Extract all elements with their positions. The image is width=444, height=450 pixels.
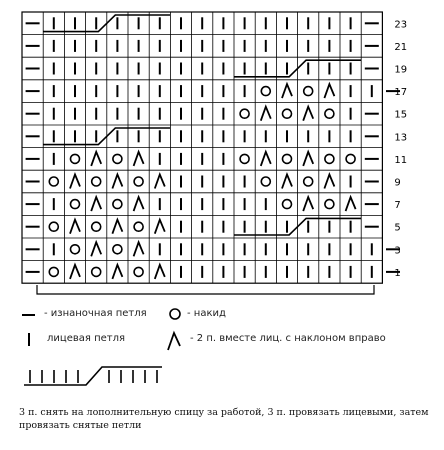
bottom-bracket — [37, 285, 374, 294]
k2tog-stitch — [324, 84, 334, 98]
yarn-over-stitch — [134, 177, 143, 186]
yarn-over-stitch — [71, 154, 80, 163]
k2tog-stitch — [282, 84, 292, 98]
k2tog-stitch — [155, 220, 165, 234]
k2tog-stitch — [261, 107, 271, 121]
yarn-over-stitch — [92, 267, 101, 276]
row-number: 5 — [394, 222, 401, 234]
yarn-over-stitch — [325, 109, 334, 118]
yarn-over-stitch — [71, 245, 80, 254]
row-number: 15 — [394, 109, 408, 121]
yarn-over-legend-icon — [170, 309, 180, 319]
k2tog-stitch — [112, 265, 122, 279]
knit-legend-label: лицевая петля — [47, 333, 125, 344]
k2tog-stitch — [303, 107, 313, 121]
k2tog-stitch — [346, 197, 356, 211]
yarn-over-stitch — [346, 154, 355, 163]
yarn-over-stitch — [134, 222, 143, 231]
k2tog-stitch — [134, 152, 144, 166]
row-number: 9 — [394, 177, 401, 189]
k2tog-stitch — [91, 152, 101, 166]
k2tog-stitch — [155, 265, 165, 279]
yarn-over-stitch — [92, 177, 101, 186]
k2tog-stitch — [70, 265, 80, 279]
yarn-over-stitch — [113, 200, 122, 209]
row-number: 7 — [394, 200, 401, 212]
purl-legend-label: - изнаночная петля — [44, 308, 147, 319]
cable-note: 3 п. снять на лополнительную спицу за работой, 3 п. провязать лицевыми, затем провязать снятые петли — [19, 407, 429, 431]
k2tog-stitch — [70, 175, 80, 189]
yarn-over-stitch — [71, 200, 80, 209]
row-number: 17 — [394, 87, 408, 99]
k2tog-stitch — [303, 152, 313, 166]
k2tog-stitch — [112, 220, 122, 234]
yarn-over-stitch — [325, 154, 334, 163]
yarn-over-stitch — [49, 222, 58, 231]
row-numbers — [394, 19, 407, 279]
yarn-over-stitch — [113, 245, 122, 254]
cable-legend-icon — [24, 367, 162, 385]
row-number: 13 — [394, 132, 408, 144]
k2tog-legend-icon — [168, 333, 180, 350]
yarn-over-stitch — [283, 154, 292, 163]
k2tog-stitch — [155, 175, 165, 189]
yarn-over-stitch — [283, 109, 292, 118]
row-number: 23 — [394, 19, 408, 31]
row-number: 19 — [394, 64, 408, 76]
row-number: 11 — [394, 154, 408, 166]
yarn-over-legend-label: - накид — [187, 308, 226, 319]
row-number: 21 — [394, 41, 408, 53]
k2tog-stitch — [112, 175, 122, 189]
row-number: 3 — [394, 245, 401, 257]
k2tog-stitch — [134, 197, 144, 211]
yarn-over-stitch — [113, 154, 122, 163]
yarn-over-stitch — [240, 109, 249, 118]
k2tog-stitch — [134, 242, 144, 256]
k2tog-stitch — [91, 242, 101, 256]
k2tog-stitch — [324, 175, 334, 189]
yarn-over-stitch — [304, 177, 313, 186]
yarn-over-stitch — [261, 87, 270, 96]
yarn-over-stitch — [325, 200, 334, 209]
k2tog-stitch — [303, 197, 313, 211]
yarn-over-stitch — [49, 267, 58, 276]
yarn-over-stitch — [240, 154, 249, 163]
chart-grid — [22, 12, 382, 283]
k2tog-stitch — [261, 152, 271, 166]
yarn-over-stitch — [134, 267, 143, 276]
yarn-over-stitch — [49, 177, 58, 186]
yarn-over-stitch — [304, 87, 313, 96]
yarn-over-stitch — [261, 177, 270, 186]
k2tog-stitch — [70, 220, 80, 234]
yarn-over-stitch — [283, 200, 292, 209]
yarn-over-stitch — [92, 222, 101, 231]
k2tog-stitch — [91, 197, 101, 211]
k2tog-stitch — [282, 175, 292, 189]
k2tog-legend-label: - 2 п. вместе лиц. с наклоном вправо — [190, 333, 386, 344]
row-number: 1 — [394, 267, 401, 279]
